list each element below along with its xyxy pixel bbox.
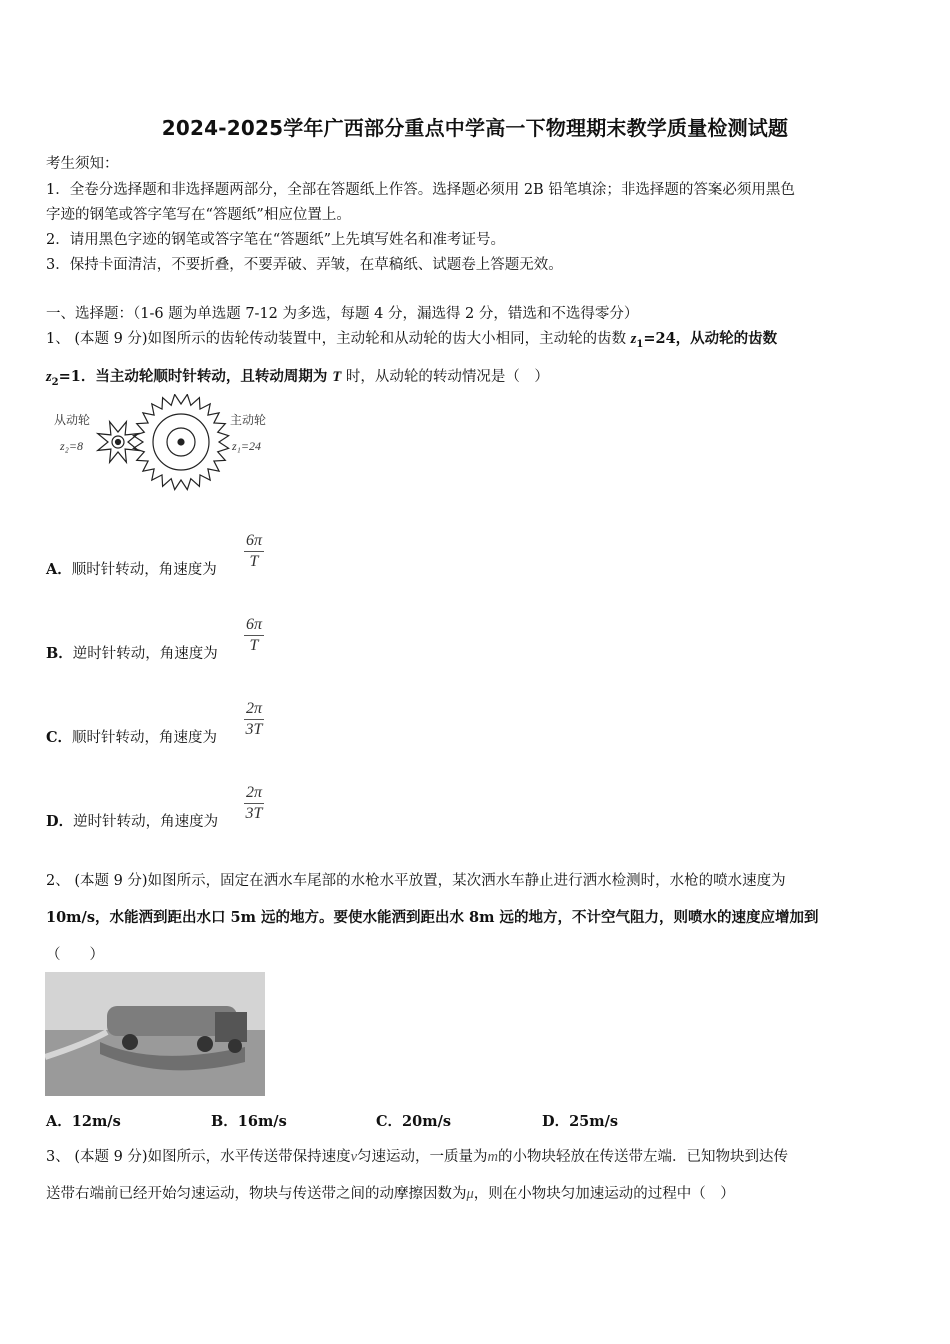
notice-item: 1．全卷分选择题和非选择题两部分，全部在答题纸上作答。选择题必须用 2B 铅笔填涂；非选择题的答案必须用黑色 [46, 182, 795, 198]
fraction: 2π 3T [245, 784, 263, 822]
q2-stem-line2: 10m/s，水能洒到距出水口 5m 远的地方。要使水能洒到距出水 8m 远的地方，不计空气阻力，则喷水的速度应增加到 [46, 909, 819, 926]
q1-option-c[interactable]: C．顺时针转动，角速度为 [46, 729, 218, 746]
fraction: 2π 3T [245, 700, 263, 738]
q3-stem-line2: 送带右端前已经开始匀速运动，物块与传送带之间的动摩擦因数为μ，则在小物块匀加速运动的过程中（ ） [46, 1186, 735, 1202]
driver-wheel-label: 主动轮 [230, 413, 267, 427]
q1-option-b[interactable]: B．逆时针转动，角速度为 [46, 645, 218, 662]
q2-option-a[interactable]: A．12m/s [46, 1113, 121, 1130]
q1-option-d[interactable]: D．逆时针转动，角速度为 [46, 813, 219, 830]
notice-item: 3．保持卡面清洁，不要折叠，不要弄破、弄皱，在草稿纸、试题卷上答题无效。 [46, 257, 563, 273]
q2-option-d[interactable]: D．25m/s [542, 1113, 619, 1130]
fraction: 6π T [246, 532, 263, 570]
notice-item: 2．请用黑色字迹的钢笔或答字笔在“答题纸”上先填写姓名和准考证号。 [46, 232, 506, 248]
q2-option-b[interactable]: B．16m/s [211, 1113, 287, 1130]
q2-stem-line3: （ ） [46, 947, 104, 963]
q2-stem-line1: 2、 (本题 9 分)如图所示，固定在洒水车尾部的水枪水平放置，某次洒水车静止进行洒水检测时，水枪的喷水速度为 [46, 873, 786, 889]
q1-stem-line1: 1、 (本题 9 分)如图所示的齿轮传动装置中，主动轮和从动轮的齿大小相同，主动轮的齿数 $z_1=24$，从动轮的齿数 [46, 330, 778, 350]
gear-diagram [46, 394, 278, 498]
q2-option-c[interactable]: C．20m/s [376, 1113, 452, 1130]
driven-wheel-label: 从动轮 [54, 413, 91, 427]
driver-gear-icon [133, 394, 228, 489]
page-title: 2024-2025学年广西部分重点中学高一下物理期末教学质量检测试题 [161, 116, 789, 140]
section-heading: 一、选择题：（1-6 题为单选题 7-12 为多选，每题 4 分，漏选得 2 分，错选和不选得零分） [46, 306, 639, 322]
q3-stem-line1: 3、 (本题 9 分)如图所示，水平传送带保持速度v匀速运动，一质量为m的小物块轻放在传送带左端．已知物块到达传 [46, 1149, 789, 1165]
q1-option-a[interactable]: A．顺时针转动，角速度为 [46, 561, 217, 578]
sprinkler-truck-photo [45, 972, 265, 1096]
q1-stem-line2: $z_2=1$．当主动轮顺时针转动，且转动周期为 T 时，从动轮的转动情况是（ ） [46, 368, 549, 388]
notice-heading: 考生须知： [46, 156, 119, 172]
driver-teeth-label: z₁=24 [232, 439, 261, 453]
driven-gear-icon [98, 422, 139, 463]
fraction: 6π T [246, 616, 263, 654]
driven-teeth-label: z₂=8 [60, 439, 83, 453]
notice-item: 字迹的钢笔或答字笔写在“答题纸”相应位置上。 [46, 207, 351, 223]
